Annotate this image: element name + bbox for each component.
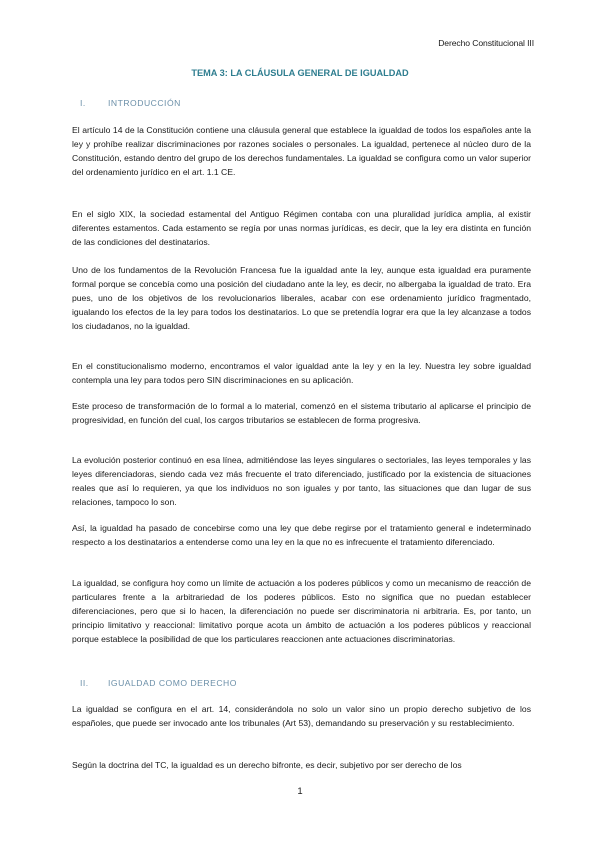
section-title: INTRODUCCIÓN (108, 98, 181, 108)
paragraph (72, 208, 531, 250)
paragraph (72, 360, 531, 388)
paragraph (72, 264, 531, 334)
paragraph (72, 577, 531, 647)
paragraph-text: En el constitucionalismo moderno, encontramos el valor igualdad ante la ley y en la ley. Nuestra ley sobre igualdad contempla una ley para todos pero SIN discriminaciones en su aplicación. (72, 361, 531, 385)
section-heading-introduccion (80, 98, 181, 108)
page-number: 1 (297, 786, 303, 797)
paragraph (72, 703, 531, 731)
paragraph-text: El artículo 14 de la Constitución contiene una cláusula general que establece la igualdad de todos los españoles ante la ley y prohíbe realizar discriminaciones por razones sociales o personales. La igualdad, pertenece al núcleo duro de la Constitución, estando dentro del grupo de los derechos fundamentales. La igualdad se configura como un valor superior del ordenamiento jurídico en el art. 1.1 CE. (72, 125, 531, 177)
paragraph-text: La igualdad, se configura hoy como un límite de actuación a los poderes públicos y como un mecanismo de reacción de particulares frente a la arbitrariedad de los poderes públicos. Esto no significa que no puedan establecer diferenciaciones, pero que si lo hacen, la diferenciación no puede ser discriminatoria ni arbitraria. Es, por tanto, un principio limitativo y reaccional: limitativo porque acota un ámbito de actuación a los poderes públicos y reaccional porque establece la posibilidad de que los particulares reaccionen ante actuaciones discriminatorias. (72, 578, 531, 644)
paragraph (72, 522, 531, 550)
paragraph-text: La igualdad se configura en el art. 14, considerándola no solo un valor sino un propio derecho subjetivo de los españoles, que puede ser invocado ante los tribunales (Art 53), demandando su preservación y su restablecimiento. (72, 704, 531, 728)
paragraph-text: En el siglo XIX, la sociedad estamental del Antiguo Régimen contaba con una pluralidad jurídica amplia, al existir diferentes estamentos. Cada estamento se regía por unas normas jurídicas, es decir, que la ley era distinta en función de las condiciones del destinatarios. (72, 209, 531, 247)
running-header: Derecho Constitucional III (438, 38, 534, 48)
document-title: TEMA 3: LA CLÁUSULA GENERAL DE IGUALDAD (191, 68, 409, 78)
section-title: IGUALDAD COMO DERECHO (108, 678, 237, 688)
section-number: I. (80, 98, 86, 108)
section-heading-igualdad-como-derecho (80, 678, 237, 688)
paragraph (72, 124, 531, 180)
paragraph-text: Uno de los fundamentos de la Revolución Francesa fue la igualdad ante la ley, aunque esta igualdad era puramente formal porque se concebía como una posición del ciudadano ante la ley, es decir, no albergaba la igualdad de trato. Era pues, uno de los objetivos de los revolucionarios liberales, acabar con ese ordenamiento jurídico fragmentado, igualando los efectos de la ley para todos los destinatarios. Lo que se pretendía lograr era que la ley alcanzase a todos los ciudadanos, no la igualdad. (72, 265, 531, 331)
paragraph-text: La evolución posterior continuó en esa línea, admitiéndose las leyes singulares o sectoriales, las leyes temporales y las leyes diferenciadoras, siendo cada vez más frecuente el trato diferenciado, justificado por la existencia de situaciones reales que así lo requieren, ya que los individuos no son iguales y por tanto, las situaciones que dan lugar de sus relaciones, tampoco lo son. (72, 455, 531, 507)
paragraph (72, 454, 531, 510)
section-number: II. (80, 678, 89, 688)
paragraph (72, 759, 531, 773)
paragraph (72, 400, 531, 428)
paragraph-text: Así, la igualdad ha pasado de concebirse como una ley que debe regirse por el tratamiento general e indeterminado respecto a los destinatarios a entenderse como una ley en la que no es infrecuente el tratamiento diferenciado. (72, 523, 531, 547)
paragraph-text: Este proceso de transformación de lo formal a lo material, comenzó en el sistema tributario al aplicarse el principio de progresividad, en función del cual, los cargos tributarios se establecen de forma progresiva. (72, 401, 531, 425)
paragraph-text: Según la doctrina del TC, la igualdad es un derecho bifronte, es decir, subjetivo por ser derecho de los (72, 760, 462, 770)
